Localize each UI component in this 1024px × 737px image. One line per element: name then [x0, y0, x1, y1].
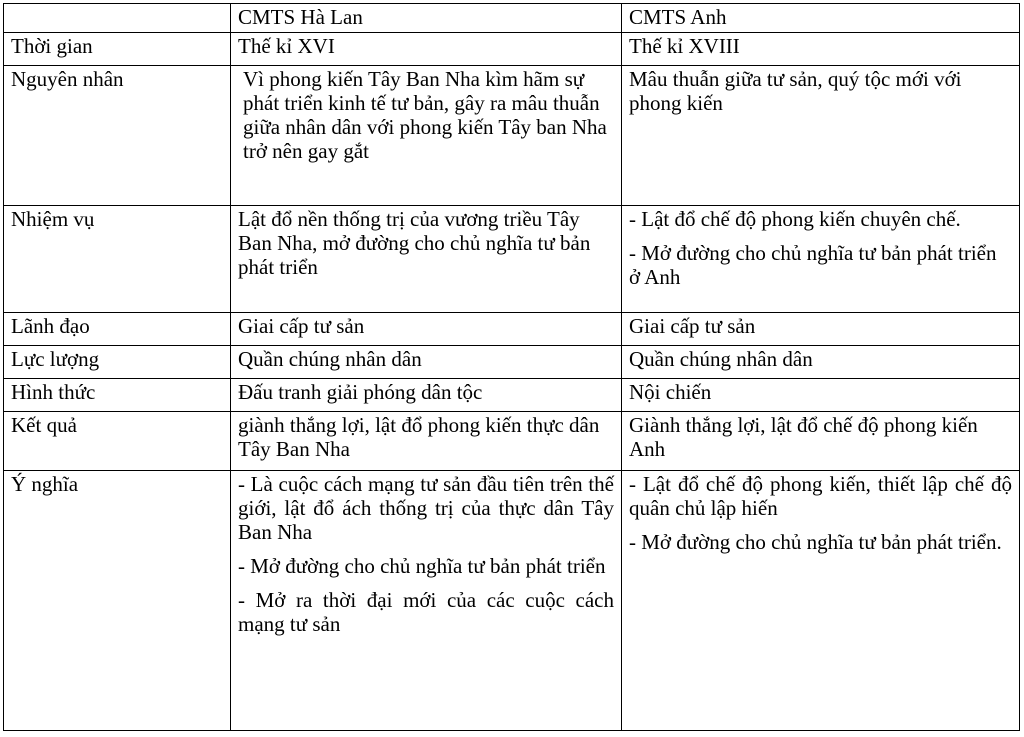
row-label: Kết quả — [4, 412, 231, 471]
cell-paragraph: - Lật đổ chế độ phong kiến, thiết lập chế độ quân chủ lập hiến — [629, 472, 1012, 520]
england-cell — [622, 206, 1020, 313]
england-cell — [622, 471, 1020, 731]
table-row — [4, 33, 1020, 66]
header-cell-netherlands: CMTS Hà Lan — [231, 4, 622, 33]
england-cell: Mâu thuẫn giữa tư sản, quý tộc mới với phong kiến — [622, 66, 1020, 206]
netherlands-cell — [231, 471, 622, 731]
netherlands-cell: Đấu tranh giải phóng dân tộc — [231, 379, 622, 412]
cell-paragraph: - Là cuộc cách mạng tư sản đầu tiên trên thế giới, lật đổ ách thống trị của thực dân Tây Ban Nha — [238, 472, 614, 544]
table-row — [4, 313, 1020, 346]
table-header-row — [4, 4, 1020, 33]
england-cell: Nội chiến — [622, 379, 1020, 412]
comparison-table — [3, 3, 1020, 731]
cell-paragraph: - Mở đường cho chủ nghĩa tư bản phát triển ở Anh — [629, 241, 997, 289]
cell-text: Vì phong kiến Tây Ban Nha kìm hãm sự phát triển kinh tế tư bản, gây ra mâu thuẫn giữa nhân dân với phong kiến Tây ban Nha trở nên gay gắt — [243, 67, 607, 163]
row-label: Hình thức — [4, 379, 231, 412]
netherlands-cell: Lật đổ nền thống trị của vương triều Tây Ban Nha, mở đường cho chủ nghĩa tư bản phát triển — [231, 206, 622, 313]
cell-paragraph: - Mở ra thời đại mới của các cuộc cách mạng tư sản — [238, 588, 614, 636]
england-cell: Thế kỉ XVIII — [622, 33, 1020, 66]
table-row — [4, 206, 1020, 313]
header-cell-empty — [4, 4, 231, 33]
row-label: Lãnh đạo — [4, 313, 231, 346]
netherlands-cell: giành thắng lợi, lật đổ phong kiến thực dân Tây Ban Nha — [231, 412, 622, 471]
row-label: Ý nghĩa — [4, 471, 231, 731]
netherlands-cell: Thế kỉ XVI — [231, 33, 622, 66]
table-row — [4, 379, 1020, 412]
cell-paragraph: - Mở đường cho chủ nghĩa tư bản phát triển. — [629, 530, 1002, 554]
row-label: Lực lượng — [4, 346, 231, 379]
england-cell: Giành thắng lợi, lật đổ chế độ phong kiến Anh — [622, 412, 1020, 471]
england-cell: Giai cấp tư sản — [622, 313, 1020, 346]
row-label: Nguyên nhân — [4, 66, 231, 206]
cell-paragraph: - Mở đường cho chủ nghĩa tư bản phát triển — [238, 554, 606, 578]
table-row — [4, 66, 1020, 206]
table-row — [4, 412, 1020, 471]
netherlands-cell: Giai cấp tư sản — [231, 313, 622, 346]
england-cell: Quần chúng nhân dân — [622, 346, 1020, 379]
netherlands-cell: Quần chúng nhân dân — [231, 346, 622, 379]
header-cell-england: CMTS Anh — [622, 4, 1020, 33]
table-row — [4, 471, 1020, 731]
netherlands-cell — [231, 66, 622, 206]
cell-paragraph: - Lật đổ chế độ phong kiến chuyên chế. — [629, 207, 961, 231]
row-label: Nhiệm vụ — [4, 206, 231, 313]
row-label: Thời gian — [4, 33, 231, 66]
table-row — [4, 346, 1020, 379]
